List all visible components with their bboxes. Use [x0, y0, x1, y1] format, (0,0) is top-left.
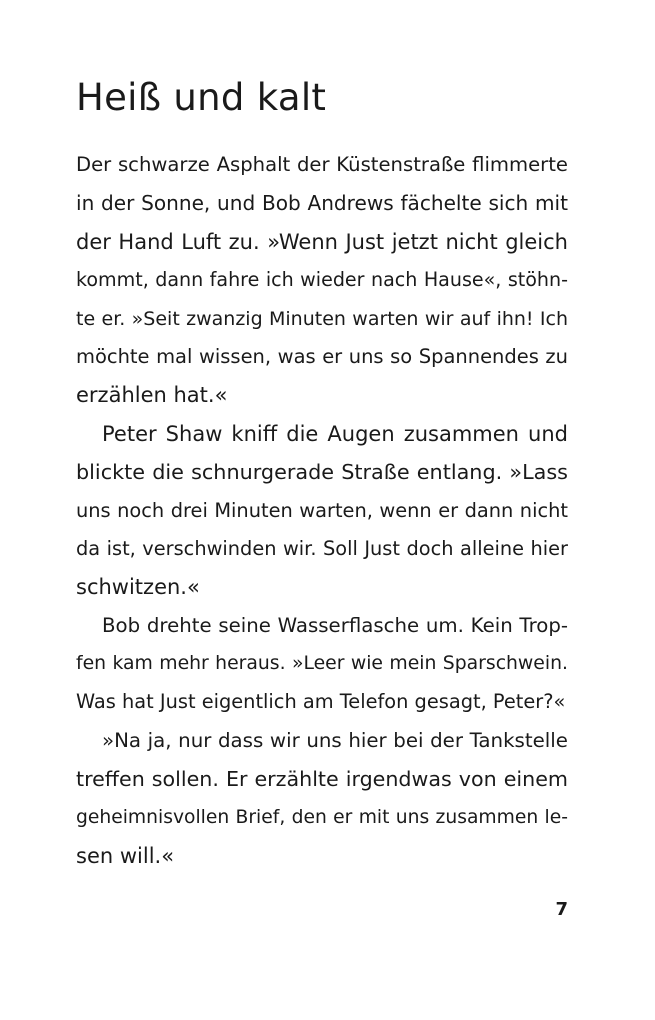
- text-line: blickte die schnurgerade Straße entlang. »Lass: [76, 460, 568, 485]
- text-line: »Na ja, nur dass wir uns hier bei der Tankstelle: [102, 728, 568, 752]
- text-line: Was hat Just eigentlich am Telefon gesagt, Peter?«: [76, 690, 566, 714]
- paragraph: [76, 722, 568, 876]
- text-line: in der Sonne, und Bob Andrews fächelte sich mit: [76, 191, 568, 216]
- text-line: geheimnisvollen Brief, den er mit uns zusammen le-: [76, 806, 568, 828]
- text-line: kommt, dann fahre ich wieder nach Hause«, stöhn-: [76, 268, 568, 292]
- text-line: der Hand Luft zu. »Wenn Just jetzt nicht gleich: [76, 229, 568, 254]
- page-number: 7: [555, 899, 568, 920]
- text-line: möchte mal wissen, was er uns so Spannendes zu: [76, 344, 568, 368]
- paragraph: [76, 607, 568, 722]
- text-line: uns noch drei Minuten warten, wenn er dann nicht: [76, 498, 568, 522]
- text-line: fen kam mehr heraus. »Leer wie mein Sparschwein.: [76, 653, 568, 675]
- chapter-title: Heiß und kalt: [76, 76, 327, 119]
- text-line: treffen sollen. Er erzählte irgendwas von einem: [76, 767, 568, 792]
- paragraph: [76, 146, 568, 415]
- text-line: sen will.«: [76, 844, 175, 869]
- paragraph: [76, 415, 568, 607]
- text-line: Peter Shaw kniff die Augen zusammen und: [102, 421, 568, 446]
- text-line: da ist, verschwinden wir. Soll Just doch alleine hier: [76, 536, 568, 560]
- text-line: erzählen hat.«: [76, 383, 228, 408]
- text-line: Der schwarze Asphalt der Küstenstraße flimmerte: [76, 153, 568, 176]
- text-line: Bob drehte seine Wasserflasche um. Kein Trop-: [102, 613, 568, 637]
- text-line: te er. »Seit zwanzig Minuten warten wir auf ihn! Ich: [76, 307, 568, 330]
- body-text: [76, 146, 568, 875]
- text-line: schwitzen.«: [76, 575, 200, 600]
